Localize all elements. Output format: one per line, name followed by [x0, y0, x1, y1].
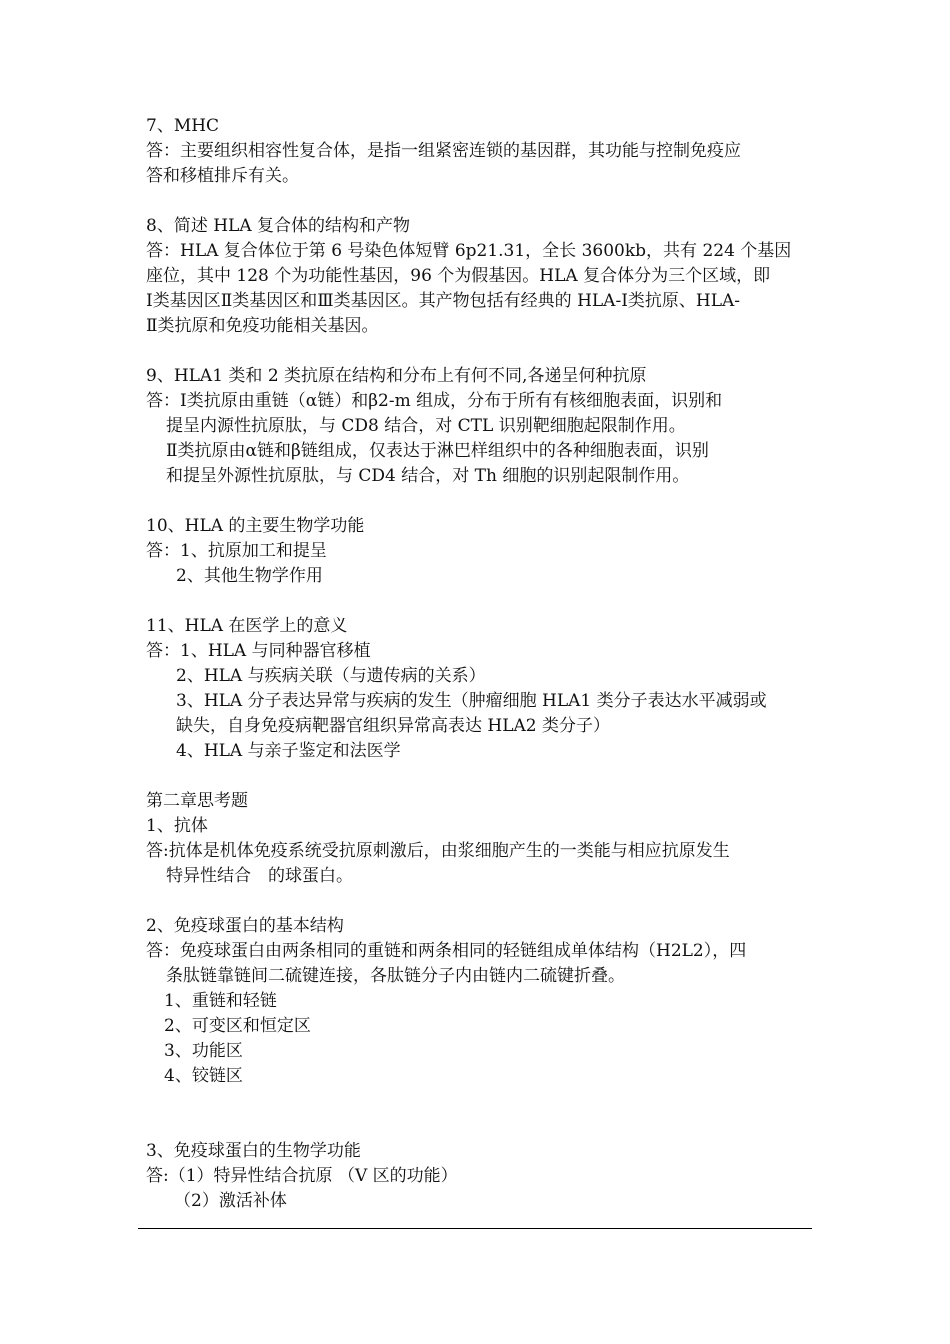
chapter2-question-3: 3、免疫球蛋白的生物学功能 — [146, 1141, 361, 1161]
answer-11-line-4: 缺失，自身免疫病靶器官组织异常高表达 HLA2 类分子） — [176, 716, 611, 736]
answer-7-line-1: 答：主要组织相容性复合体，是指一组紧密连锁的基因群，其功能与控制免疫应 — [146, 141, 741, 161]
answer-8-line-2: 座位，其中 128 个为功能性基因，96 个为假基因。HLA 复合体分为三个区域，即 — [146, 266, 771, 286]
chapter-title: 第二章思考题 — [146, 791, 248, 811]
chapter2-answer-2-line-1: 答：免疫球蛋白由两条相同的重链和两条相同的轻链组成单体结构（H2L2），四 — [146, 941, 747, 961]
chapter2-question-2: 2、免疫球蛋白的基本结构 — [146, 916, 344, 936]
chapter2-answer-2-item-2: 2、可变区和恒定区 — [164, 1016, 311, 1036]
chapter2-answer-1-line-2: 特异性结合 的球蛋白。 — [166, 866, 353, 886]
question-11: 11、HLA 在医学上的意义 — [146, 616, 348, 636]
question-9: 9、HLA1 类和 2 类抗原在结构和分布上有何不同,各递呈何种抗原 — [146, 366, 647, 386]
chapter2-answer-2-item-1: 1、重链和轻链 — [164, 991, 277, 1011]
answer-11-line-2: 2、HLA 与疾病关联（与遗传病的关系） — [176, 666, 486, 686]
chapter2-answer-1-line-1: 答:抗体是机体免疫系统受抗原刺激后，由浆细胞产生的一类能与相应抗原发生 — [146, 841, 730, 861]
chapter2-answer-3-line-1: 答:（1）特异性结合抗原 （V 区的功能） — [146, 1166, 458, 1186]
answer-11-line-5: 4、HLA 与亲子鉴定和法医学 — [176, 741, 401, 761]
footer-rule — [138, 1228, 812, 1229]
answer-10-line-1: 答：1、抗原加工和提呈 — [146, 541, 327, 561]
chapter2-answer-2-item-3: 3、功能区 — [164, 1041, 243, 1061]
document-body — [146, 114, 810, 1214]
answer-11-line-3: 3、HLA 分子表达异常与疾病的发生（肿瘤细胞 HLA1 类分子表达水平减弱或 — [176, 691, 767, 711]
chapter2-answer-3-line-2: （2）激活补体 — [174, 1191, 287, 1211]
answer-9-line-4: 和提呈外源性抗原肽，与 CD4 结合，对 Th 细胞的识别起限制作用。 — [166, 466, 690, 486]
answer-10-line-2: 2、其他生物学作用 — [176, 566, 323, 586]
answer-7-line-2: 答和移植排斥有关。 — [146, 166, 299, 186]
chapter2-answer-2-item-4: 4、铰链区 — [164, 1066, 243, 1086]
chapter2-answer-2-line-2: 条肽链靠链间二硫键连接，各肽链分子内由链内二硫键折叠。 — [166, 966, 625, 986]
answer-8-line-3: Ⅰ类基因区Ⅱ类基因区和Ⅲ类基因区。其产物包括有经典的 HLA-Ⅰ类抗原、HLA- — [146, 291, 741, 311]
answer-8-line-4: Ⅱ类抗原和免疫功能相关基因。 — [146, 316, 379, 336]
question-8: 8、简述 HLA 复合体的结构和产物 — [146, 216, 411, 236]
answer-9-line-3: Ⅱ类抗原由α链和β链组成，仅表达于淋巴样组织中的各种细胞表面，识别 — [166, 441, 709, 461]
answer-9-line-2: 提呈内源性抗原肽，与 CD8 结合，对 CTL 识别靶细胞起限制作用。 — [166, 416, 686, 436]
question-7: 7、MHC — [146, 116, 220, 136]
answer-9-line-1: 答：Ⅰ类抗原由重链（α链）和β2-m 组成，分布于所有有核细胞表面，识别和 — [146, 391, 723, 411]
answer-8-line-1: 答：HLA 复合体位于第 6 号染色体短臂 6p21.31，全长 3600kb，共有 224 个基因 — [146, 241, 792, 261]
answer-11-line-1: 答：1、HLA 与同种器官移植 — [146, 641, 371, 661]
question-10: 10、HLA 的主要生物学功能 — [146, 516, 365, 536]
chapter2-question-1: 1、抗体 — [146, 816, 208, 836]
